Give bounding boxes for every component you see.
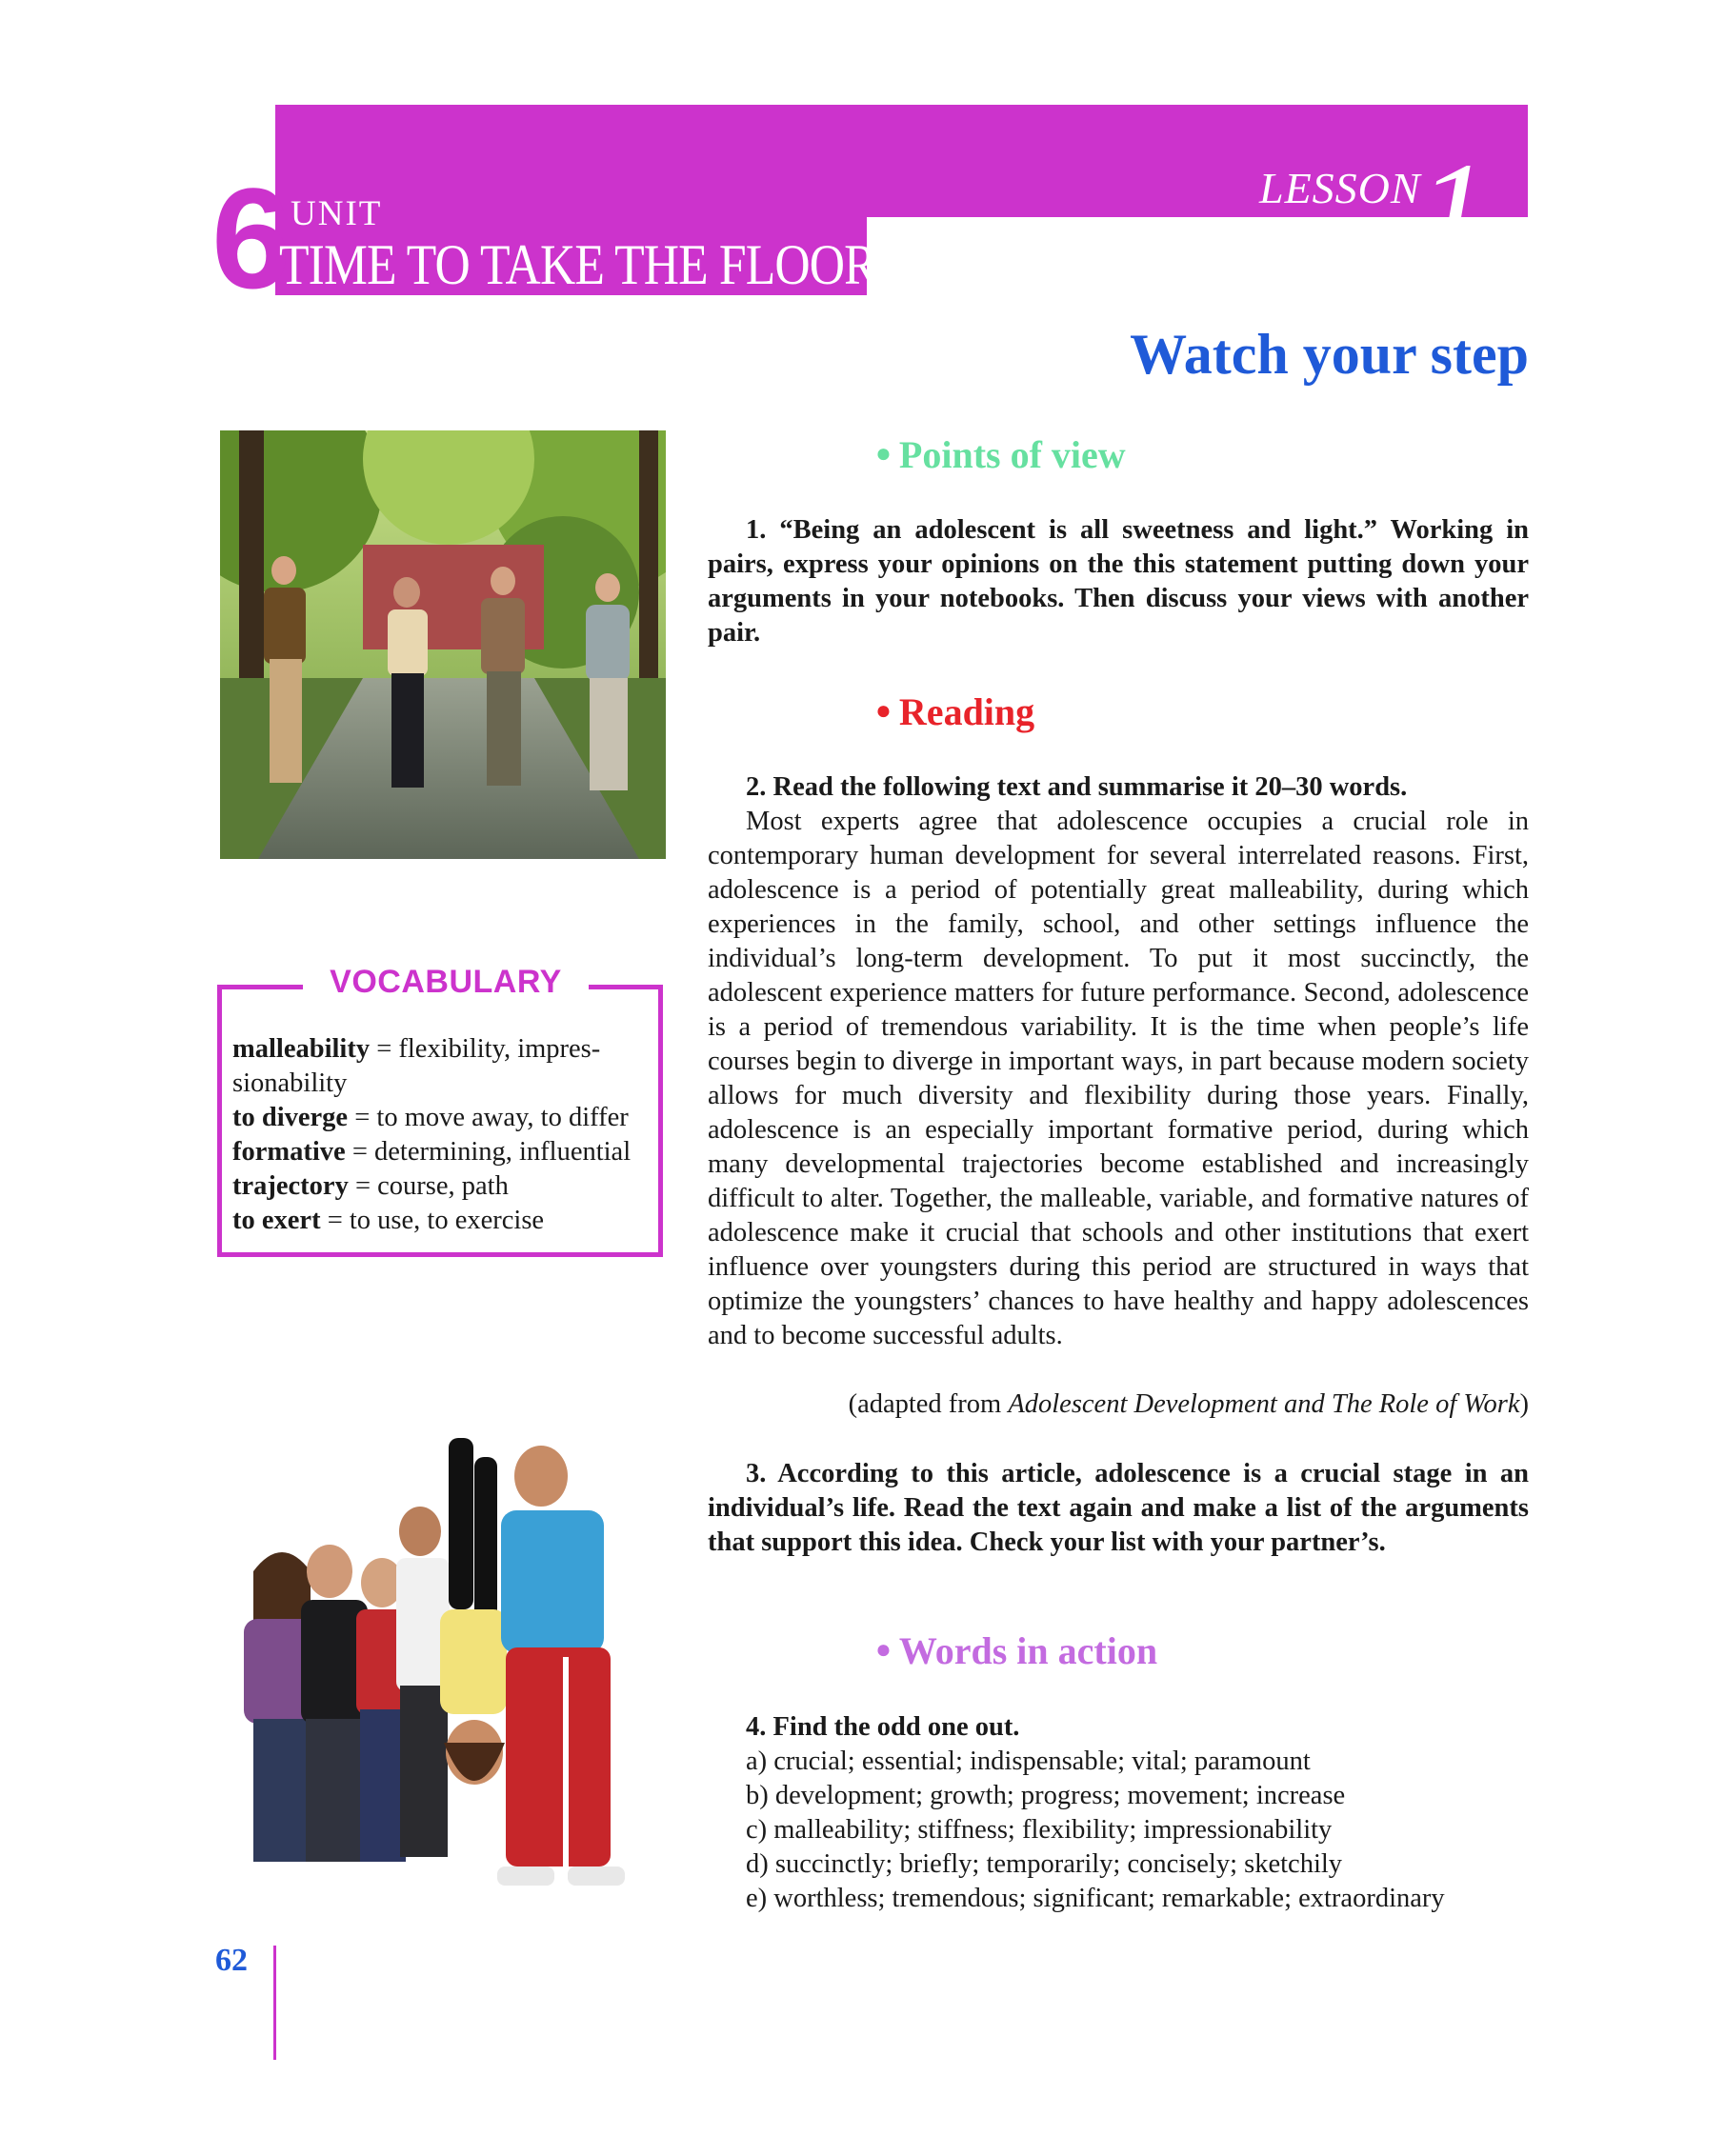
list-item: e) worthless; tremendous; significant; remarkable; extraordinary — [746, 1884, 1445, 1913]
bullet-icon: ● — [875, 439, 892, 469]
section-heading-label: Words in action — [898, 1629, 1158, 1672]
section-heading-label: Reading — [898, 690, 1035, 733]
vocab-term: formative — [232, 1137, 346, 1167]
task-1: 1. “Being an adolescent is all sweetness and light.” Working in pairs, express your opinions on the this statement putting down your arguments in your notebooks. Then discuss your views with another pair. — [708, 515, 1529, 648]
bullet-icon: ● — [875, 696, 892, 726]
credit-source: Adolescent Development and The Role of Work — [1008, 1389, 1520, 1419]
bullet-icon: ● — [875, 1635, 892, 1665]
vocabulary-title: VOCABULARY — [330, 964, 562, 1000]
passage-credit — [792, 1387, 1529, 1422]
unit-title: TIME TO TAKE THE FLOOR — [279, 233, 876, 296]
page-number: 62 — [215, 1943, 248, 1978]
vocab-entry — [232, 1032, 652, 1067]
vocab-entry — [232, 1135, 652, 1169]
section-heading-words-in-action — [875, 1628, 1157, 1673]
vocab-def: = course, path — [348, 1171, 509, 1201]
vocab-entry — [232, 1204, 652, 1238]
vocab-entry — [232, 1169, 652, 1204]
vocab-def: sionability — [232, 1068, 348, 1098]
task-4: 4. Find the odd one out. — [746, 1712, 1020, 1742]
page-title: Watch your step — [1130, 323, 1529, 386]
task-3: 3. According to this article, adolescence is a crucial stage in an individual’s life. Read the text again and make a list of the arguments that support this idea. Check your list with your partner’s. — [708, 1459, 1529, 1557]
list-item: a) crucial; essential; indispensable; vital; paramount — [746, 1747, 1311, 1776]
unit-number: 6 — [211, 158, 288, 318]
page-number-rule — [273, 1946, 276, 2060]
vocab-entry — [232, 1067, 652, 1101]
task-2: 2. Read the following text and summarise it 20–30 words. — [746, 772, 1408, 802]
lesson-number: 1 — [1417, 133, 1489, 291]
list-item: d) succinctly; briefly; temporarily; concisely; sketchily — [746, 1849, 1343, 1879]
list-item: c) malleability; stiffness; flexibility; impressionability — [746, 1815, 1333, 1845]
vocab-term: to exert — [232, 1206, 321, 1235]
vocabulary-list — [232, 1032, 652, 1238]
vocab-def: = to use, to exercise — [320, 1206, 545, 1235]
section-heading-label: Points of view — [898, 433, 1126, 476]
section-heading-points-of-view — [875, 432, 1126, 477]
photo-teens-group — [215, 1419, 667, 1908]
vocab-term: trajectory — [232, 1171, 349, 1201]
photo-teens-walking — [220, 430, 666, 859]
credit-prefix: (adapted from — [848, 1389, 1009, 1419]
task-4-block — [708, 1710, 1529, 1916]
vocab-term: to diverge — [232, 1103, 349, 1132]
vocab-def: = flexibility, impres- — [370, 1034, 601, 1064]
section-heading-reading — [875, 689, 1034, 734]
vocab-term: malleability — [232, 1034, 371, 1064]
unit-label: UNIT — [291, 194, 383, 233]
reading-passage: Most experts agree that adolescence occupies a crucial role in contemporary human development for several interrelated reasons. First, adolescence is a period of potentially great malleability, during which experiences in the family, school, and other settings influence the individual’s long-term development. To put it most succinctly, the adolescent experience matters for future performance. Second, adolescence is a period of tremendous variability. It is the time when people’s life courses begin to diverge in important ways, in part because modern society allows for much diversity and flexibility during those years. Finally, adolescence is an especially important formative period, during which many developmental trajectories become established and increasingly difficult to alter. Together, the malleable, variable, and formative natures of adolescence make it crucial that schools and other institutions that exert influence over youngsters during this period are structured in ways that optimize the youngsters’ chances to have healthy and happy adolescences and to become successful adults. — [708, 807, 1529, 1350]
vocab-def: = determining, influential — [345, 1137, 632, 1167]
lesson-label: LESSON — [1259, 164, 1421, 212]
vocab-def: = to move away, to differ — [348, 1103, 629, 1132]
list-item: b) development; growth; progress; movement; increase — [746, 1781, 1346, 1810]
credit-suffix: ) — [1519, 1389, 1529, 1419]
vocab-entry — [232, 1101, 652, 1135]
